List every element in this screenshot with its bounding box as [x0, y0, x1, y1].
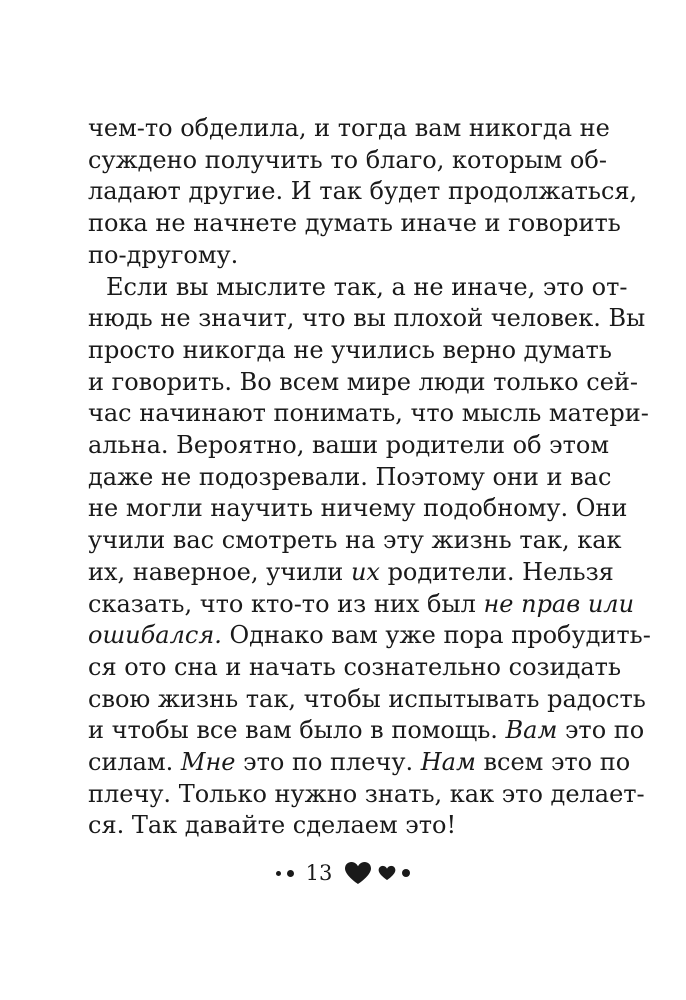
text-line: суждено получить то благо, которым об-	[88, 145, 607, 174]
dot-icon	[287, 870, 294, 877]
text-segment: сказать, что кто-то из них был	[88, 589, 484, 618]
text-line: ся. Так давайте сделаем это!	[88, 811, 457, 840]
text-line: час начинают понимать, что мысль матери-	[88, 399, 649, 428]
text-segment: это по	[557, 716, 645, 745]
emphasis-text: Мне	[180, 748, 236, 777]
heart-icon	[378, 865, 396, 881]
emphasis-text: ошибался.	[88, 621, 222, 650]
text-line	[88, 589, 635, 621]
text-segment: родители. Нельзя	[379, 557, 614, 586]
text-line: альна. Вероятно, ваши родители об этом	[88, 431, 610, 460]
dot-icon	[402, 869, 410, 877]
text-segment: всем это по	[475, 748, 631, 777]
emphasis-text: Вам	[505, 716, 558, 745]
text-line: учили вас смотреть на эту жизнь так, как	[88, 526, 622, 555]
text-line: просто никогда не учились верно думать	[88, 335, 612, 364]
page-footer	[0, 858, 686, 888]
heart-icon	[344, 861, 372, 885]
text-line	[88, 715, 645, 747]
text-line	[88, 557, 614, 589]
text-line	[88, 620, 651, 652]
page-number: 13	[305, 861, 333, 885]
emphasis-text: не прав или	[483, 589, 635, 618]
emphasis-text: Нам	[420, 748, 476, 777]
text-segment: это по плечу.	[235, 748, 421, 777]
text-line: свою жизнь так, чтобы испытывать радость	[88, 684, 646, 713]
text-line: ся ото сна и начать сознательно созидать	[88, 652, 622, 681]
text-segment: их, наверное, учили	[88, 557, 351, 586]
text-line	[88, 747, 631, 779]
emphasis-text: их	[350, 557, 380, 586]
text-segment: и чтобы все вам было в помощь.	[88, 716, 506, 745]
text-line: чем-то обделила, и тогда вам никогда не	[88, 114, 610, 142]
text-segment: силам.	[88, 748, 181, 777]
text-line: плечу. Только нужно знать, как это делает-	[88, 779, 645, 808]
text-line: Если вы мыслите так, а не иначе, это от-	[106, 272, 628, 301]
body-text	[88, 113, 651, 842]
text-line: по-другому.	[88, 240, 239, 269]
dot-icon	[276, 871, 281, 876]
text-line: не могли научить ничему подобному. Они	[88, 494, 628, 523]
text-line: и говорить. Во всем мире люди только сей-	[88, 367, 639, 396]
text-line: пока не начнете думать иначе и говорить	[88, 209, 621, 238]
text-segment: Однако вам уже пора пробудить-	[221, 621, 651, 650]
text-line: ладают другие. И так будет продолжаться,	[88, 177, 638, 206]
text-line: даже не подозревали. Поэтому они и вас	[88, 462, 612, 491]
text-line: нюдь не значит, что вы плохой человек. Вы	[88, 304, 646, 333]
